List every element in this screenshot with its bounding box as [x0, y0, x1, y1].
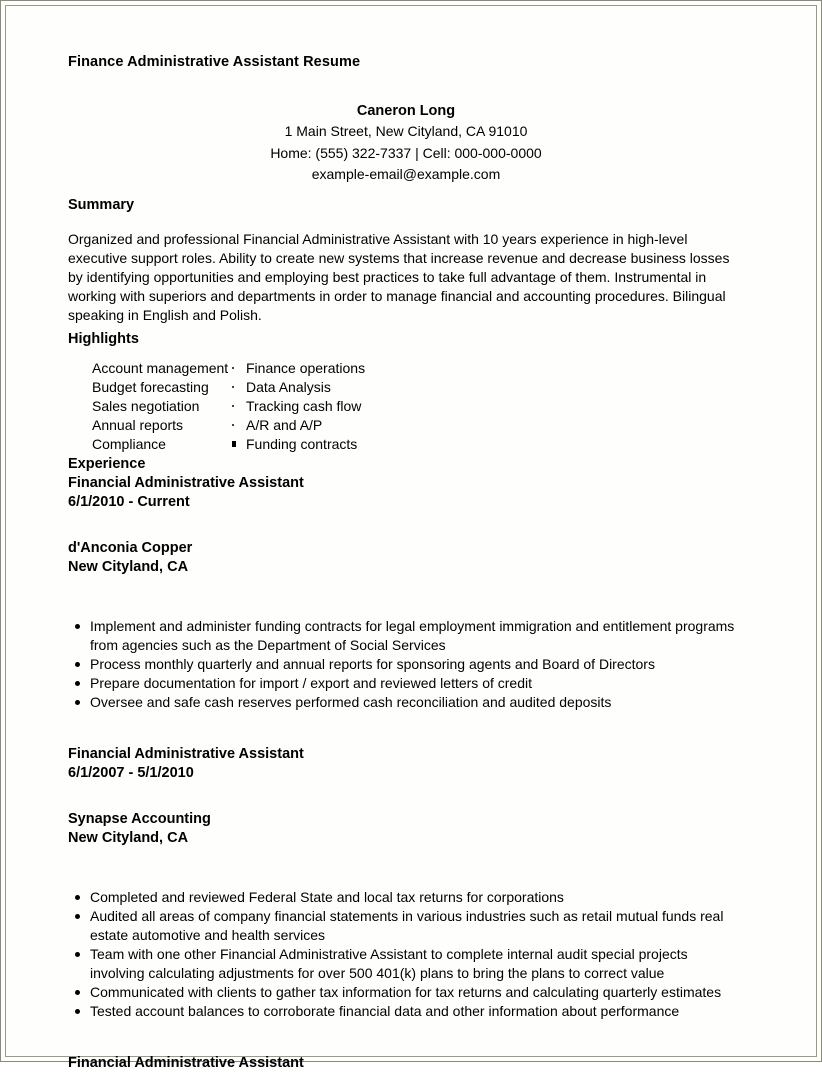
resume-content: [68, 52, 744, 1073]
job-bullet: Process monthly quarterly and annual reports for sponsoring agents and Board of Directors: [68, 655, 744, 674]
highlight-item: Sales negotiation: [92, 397, 200, 414]
highlights-right-column: [230, 359, 365, 454]
job-location: New Cityland, CA: [68, 830, 189, 847]
highlights-heading: Highlights: [68, 330, 139, 347]
experience-heading: Experience: [68, 455, 146, 472]
job-title: Financial Administrative Assistant: [68, 1054, 304, 1071]
document-title: Finance Administrative Assistant Resume: [68, 54, 361, 70]
job-company: Synapse Accounting: [68, 810, 211, 827]
job-dates: 6/1/2007 - 5/1/2010: [68, 765, 194, 782]
job-bullet-list: [68, 617, 744, 712]
highlight-item: Budget forecasting: [92, 378, 209, 395]
candidate-phones: Home: (555) 322-7337 | Cell: 000-000-0000: [270, 144, 542, 161]
job-bullet: Implement and administer funding contracts for legal employment immigration and entitlement programs from agencies such as the Department of Social Services: [68, 617, 744, 655]
bullet-dot-icon: [232, 424, 234, 426]
candidate-email: example-email@example.com: [311, 166, 501, 182]
job-bullet: Audited all areas of company financial statements in various industries such as retail mutual funds real estate automotive and health services: [68, 907, 744, 945]
experience-entry: [68, 745, 744, 1021]
highlight-item-label: Finance operations: [246, 359, 366, 376]
highlight-item: [230, 416, 365, 435]
job-bullet: Completed and reviewed Federal State and local tax returns for corporations: [68, 888, 744, 907]
bullet-dot-icon: [232, 441, 236, 447]
contact-header: [68, 101, 744, 186]
highlight-item: [230, 359, 365, 378]
job-dates: 6/1/2010 - Current: [68, 494, 190, 511]
summary-heading: Summary: [68, 196, 135, 213]
highlights-left-column: [68, 359, 230, 454]
job-company: d'Anconia Copper: [68, 539, 193, 556]
highlight-item-label: Data Analysis: [246, 378, 331, 395]
job-bullet: Prepare documentation for import / export and reviewed letters of credit: [68, 674, 744, 693]
job-bullet: Communicated with clients to gather tax information for tax returns and calculating quarterly estimates: [68, 983, 744, 1002]
highlights-columns: [68, 359, 744, 454]
experience-entry: [68, 1054, 744, 1073]
experience-entry: [68, 474, 744, 712]
highlight-item-label: Tracking cash flow: [246, 397, 362, 414]
summary-text: Organized and professional Financial Administrative Assistant with 10 years experience in high-level executive support roles. Ability to create new systems that increase revenue and decrease business losses by identifying opportunities and employing best practices to take full advantage of them. Instrumental in working with superiors and departments in order to manage financial and accounting procedures. Bilingual speaking in English and Polish.: [68, 230, 730, 324]
job-title: Financial Administrative Assistant: [68, 474, 304, 491]
job-bullet: Oversee and safe cash reserves performed cash reconciliation and audited deposits: [68, 693, 744, 712]
job-location: New Cityland, CA: [68, 559, 189, 576]
candidate-name: Caneron Long: [356, 103, 456, 119]
bullet-dot-icon: [232, 367, 234, 369]
highlight-item: Account management: [92, 359, 229, 376]
highlight-item-label: A/R and A/P: [246, 416, 323, 433]
job-bullet: Team with one other Financial Administrative Assistant to complete internal audit special projects involving calculating adjustments for over 500 401(k) plans to bring the plans to correct value: [68, 945, 744, 983]
candidate-address: 1 Main Street, New Cityland, CA 91010: [284, 123, 528, 139]
highlight-item-label: Funding contracts: [246, 435, 358, 452]
highlight-item: Compliance: [92, 435, 166, 452]
job-title: Financial Administrative Assistant: [68, 745, 304, 762]
bullet-dot-icon: [232, 405, 234, 407]
highlight-item: Annual reports: [92, 416, 184, 433]
job-bullet: Tested account balances to corroborate financial data and other information about performance: [68, 1002, 744, 1021]
highlight-item: [230, 397, 365, 416]
highlight-item: [230, 378, 365, 397]
page-inner-border: [5, 5, 817, 1071]
highlight-item: [230, 435, 365, 454]
job-bullet-list: [68, 888, 744, 1021]
bullet-dot-icon: [232, 386, 234, 388]
